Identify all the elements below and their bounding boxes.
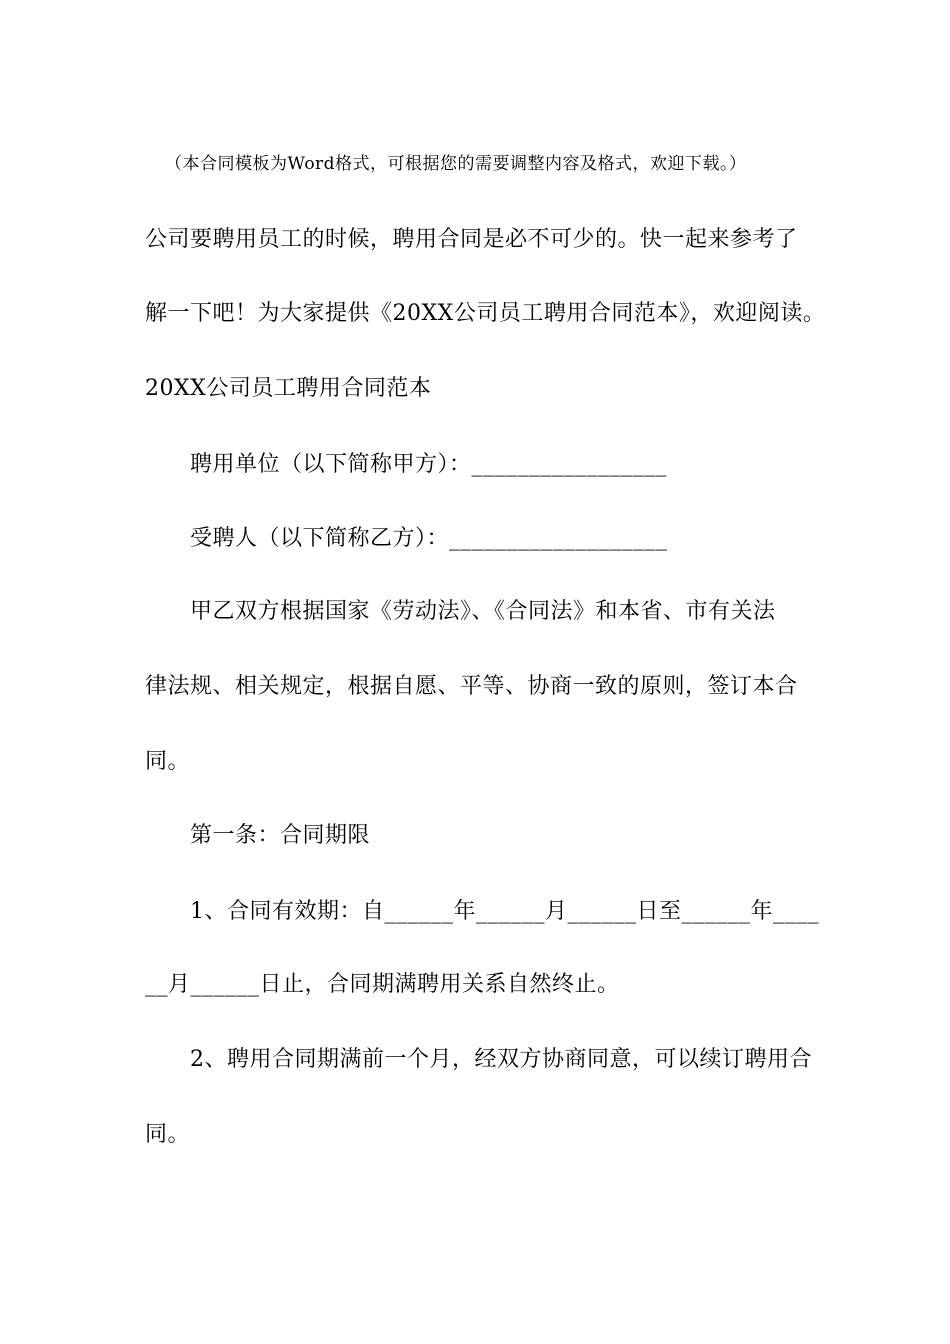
template-note: （本合同模板为Word格式，可根据您的需要调整内容及格式，欢迎下载。） xyxy=(165,154,747,174)
article-1-heading: 第一条：合同期限 xyxy=(190,823,371,848)
employee-line: 受聘人（以下简称乙方）：___________________ xyxy=(190,526,668,551)
clause-2-line-2: 同。 xyxy=(145,1122,191,1147)
clause-1-line-2: __月______日止，合同期满聘用关系自然终止。 xyxy=(145,972,620,997)
clause-2-line-1: 2、聘用合同期满前一个月，经双方协商同意，可以续订聘用合 xyxy=(190,1047,812,1072)
employer-line: 聘用单位（以下简称甲方）：_________________ xyxy=(190,452,668,477)
intro-line-1: 公司要聘用员工的时候，聘用合同是必不可少的。快一起来参考了 xyxy=(145,227,798,252)
preamble-line-2: 律法规、相关规定，根据自愿、平等、协商一致的原则，签订本合 xyxy=(145,674,798,699)
contract-title: 20XX公司员工聘用合同范本 xyxy=(145,376,432,401)
intro-line-2: 解一下吧！为大家提供《20XX公司员工聘用合同范本》，欢迎阅读。 xyxy=(145,301,826,326)
preamble-line-3: 同。 xyxy=(145,749,191,774)
preamble-line-1: 甲乙双方根据国家《劳动法》、《合同法》和本省、市有关法 xyxy=(190,599,776,624)
clause-1-line-1: 1、合同有效期：自______年______月______日至______年____ xyxy=(190,899,819,924)
